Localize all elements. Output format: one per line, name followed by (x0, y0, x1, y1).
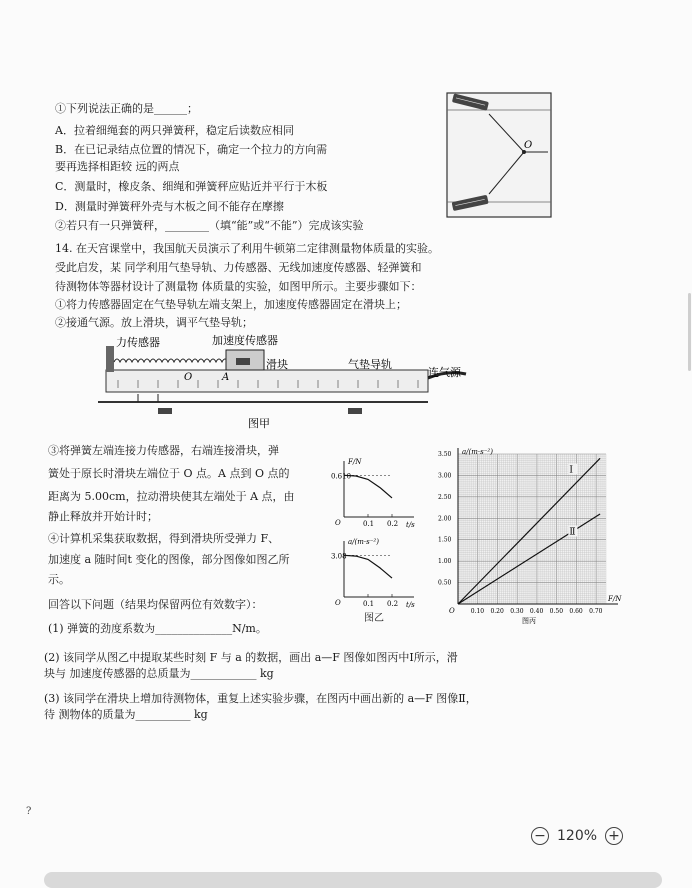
spring-board-figure (444, 90, 554, 220)
track-label: 气垫导轨 (348, 358, 392, 371)
problem-line: 待测物体等器材设计了测量物 体质量的实验，如图甲所示。主要步骤如下： (55, 280, 422, 293)
option-a: A．拉着细绳套的两只弹簧秤，稳定后读数应相同 (55, 124, 294, 137)
series-label: Ⅱ (569, 527, 576, 538)
y-axis-label: F/N (348, 458, 362, 466)
x-tick-label: 0.2 (387, 520, 399, 528)
x-axis-label: t/s (406, 521, 415, 529)
option-d: D．测量时弹簧秤外壳与木板之间不能存在摩擦 (55, 200, 284, 213)
origin-label: O (335, 519, 341, 527)
figure-caption-yi: 图乙 (364, 613, 384, 624)
x-tick-label: 0.40 (529, 608, 544, 615)
zoom-out-button[interactable] (531, 827, 549, 845)
problem-14-intro: 14. 在天宫课堂中，我国航天员演示了利用牛顿第二定律测量物体质量的实验。 (55, 242, 439, 255)
x-axis-label: F/N (608, 595, 622, 603)
x-tick-label: 0.10 (470, 608, 485, 615)
x-tick-label: 0.50 (549, 608, 564, 615)
question-line: ②若只有一只弹簧秤，________（填“能”或“不能”）完成该实验 (55, 219, 364, 232)
problem-line: 受此启发，某 同学利用气垫导轨、力传感器、无线加速度传感器、轻弹簧和 (55, 261, 422, 274)
step-4-cont: 示。 (48, 573, 70, 586)
apparatus-figure-jia (98, 332, 478, 432)
sub-question-3: (3) 该同学在滑块上增加待测物体，重复上述实验步骤，在图丙中画出新的 a—F 图像Ⅱ， (44, 692, 477, 705)
y-tick-label: 3.00 (438, 472, 452, 480)
stray-mark: ? (26, 806, 32, 817)
chart-a-f (430, 444, 630, 624)
option-b-cont: 要再选择相距较 远的两点 (55, 160, 180, 173)
point-a-label: A (222, 372, 230, 383)
x-tick-label: 0.70 (589, 608, 603, 615)
zoom-control (531, 824, 641, 848)
sub-question-2: (2) 该同学从图乙中提取某些时刻 F 与 a 的数据，画出 a—F 图像如图丙中Ⅰ所示，滑 (44, 651, 458, 664)
question-line: ①下列说法正确的是______； (55, 102, 198, 115)
step-4-cont: 加速度 a 随时间t 变化的图像，部分图像如图乙所 (48, 553, 290, 566)
answer-instructions: 回答以下问题（结果均保留两位有效数字）： (48, 598, 263, 611)
horizontal-scrollbar[interactable] (44, 872, 662, 888)
accel-sensor-label: 加速度传感器 (212, 334, 278, 347)
y-marked-label: 0.610 (331, 472, 352, 481)
step-3-cont: 距离为 5.00cm，拉动滑块使其左端处于 A 点，由 (48, 490, 295, 503)
y-tick-label: 3.50 (438, 451, 452, 458)
x-tick-label: 0.60 (569, 608, 583, 615)
y-tick-label: 2.00 (438, 515, 452, 523)
chart-f-t (330, 455, 430, 530)
vertical-scroll-indicator[interactable] (688, 293, 691, 371)
option-b: B．在已记录结点位置的情况下，确定一个拉力的方向需 (55, 143, 328, 156)
y-tick-label: 1.00 (438, 558, 452, 566)
x-tick-label: 0.2 (387, 600, 399, 608)
point-o-label: O (184, 372, 193, 383)
series-line (344, 555, 392, 578)
y-tick-label: 1.50 (438, 536, 452, 544)
x-tick-label: 0.20 (490, 608, 504, 615)
step-1: ①将力传感器固定在气垫导轨左端支架上，加速度传感器固定在滑块上； (55, 298, 407, 311)
sub-question-1: (1) 弹簧的劲度系数为______________N/m。 (48, 622, 267, 635)
chart-a-t (330, 535, 430, 610)
minus-icon: − (534, 828, 546, 844)
y-axis-label: a/(m·s⁻²) (462, 448, 493, 456)
step-4: ④计算机采集获取数据，得到滑块所受弹力 F、 (48, 532, 280, 545)
series-label: Ⅰ (569, 465, 573, 476)
x-tick-label: 0.30 (510, 608, 524, 615)
point-o-label: O (524, 140, 533, 151)
step-2: ②接通气源。放上滑块，调平气垫导轨； (55, 316, 253, 329)
step-3-cont: 静止释放并开始计时； (48, 510, 158, 523)
x-axis-label: t/s (406, 601, 415, 609)
air-source-label: 连气源 (428, 366, 461, 379)
series-line (344, 475, 392, 498)
plus-icon: + (608, 828, 620, 844)
origin-label: O (449, 607, 455, 615)
step-3-cont: 簧处于原长时滑块左端位于 O 点。A 点到 O 点的 (48, 467, 290, 480)
figure-caption-jia: 图甲 (248, 417, 270, 430)
y-tick-label: 2.50 (438, 493, 452, 501)
figure-caption-bing: 图丙 (522, 617, 536, 624)
option-c: C．测量时，橡皮条、细绳和弹簧秤应贴近并平行于木板 (55, 180, 328, 193)
force-sensor-label: 力传感器 (116, 336, 160, 349)
y-tick-label: 0.50 (438, 579, 452, 587)
slider-label: 滑块 (266, 358, 288, 371)
y-marked-label: 3.08 (331, 552, 347, 561)
y-axis-label: a/(m·s⁻²) (348, 538, 379, 546)
x-tick-label: 0.1 (363, 600, 375, 608)
x-tick-label: 0.1 (363, 520, 375, 528)
sub-question-2-cont: 块与 加速度传感器的总质量为____________ kg (44, 667, 274, 680)
step-3: ③将弹簧左端连接力传感器，右端连接滑块，弹 (48, 444, 279, 457)
sub-question-3-cont: 待 测物体的质量为__________ kg (44, 708, 208, 721)
origin-label: O (335, 599, 341, 607)
zoom-in-button[interactable] (605, 827, 623, 845)
zoom-level: 120% (557, 828, 598, 844)
